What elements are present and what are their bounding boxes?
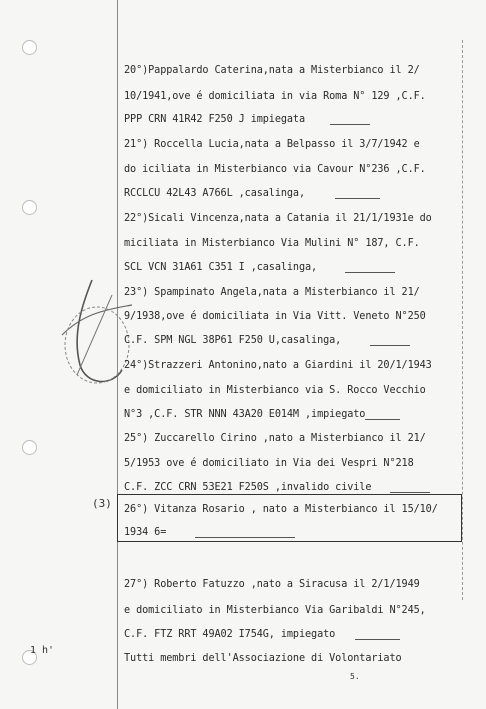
text-line-11: 9/1938,ove é domiciliata in Via Vitt. Veneto N°250	[124, 311, 426, 322]
filler-dash	[335, 198, 380, 199]
text-line-6: RCCLCU 42L43 A766L ,casalinga,	[124, 188, 306, 199]
text-line-2: 10/1941,ove é domiciliata in via Roma N° 129 ,C.F.	[124, 91, 426, 102]
filler-dash	[330, 124, 370, 125]
text-line-16: 25°) Zuccarello Cirino ,nato a Misterbianco il 21/	[124, 433, 426, 444]
filler-dash	[345, 272, 395, 273]
footer-mark: 5.	[350, 672, 360, 681]
filler-dash	[390, 492, 430, 493]
text-line-5: do iciliata in Misterbianco via Cavour N°236 ,C.F.	[124, 164, 426, 175]
right-margin-rule	[462, 40, 463, 600]
text-line-13: 24°)Strazzeri Antonino,nato a Giardini il 20/1/1943	[124, 360, 432, 371]
filler-dash	[195, 537, 295, 538]
text-line-3: PPP CRN 41R42 F250 J impiegata	[124, 114, 306, 125]
text-line-10: 23°) Spampinato Angela,nata a Misterbianco il 21/	[124, 287, 420, 298]
punch-hole	[22, 440, 37, 455]
punch-hole	[22, 40, 37, 55]
filler-dash	[365, 419, 400, 420]
text-line-12: C.F. SPM NGL 38P61 F250 U,casalinga,	[124, 335, 342, 346]
punch-hole	[22, 200, 37, 215]
text-line-14: e domiciliato in Misterbianco via S. Rocco Vecchio	[124, 385, 426, 396]
text-line-17: 5/1953 ove é domiciliato in Via dei Vespri N°218	[124, 458, 414, 469]
text-line-1: 20°)Pappalardo Caterina,nata a Misterbianco il 2/	[124, 65, 420, 76]
margin-note-bottom: 1 h'	[30, 645, 55, 656]
text-line-7: 22°)Sicali Vincenza,nata a Catania il 21/1/1931e do	[124, 213, 432, 224]
text-line-8: miciliata in Misterbianco Via Mulini N° 187, C.F.	[124, 238, 420, 249]
filler-dash	[355, 639, 400, 640]
text-line-23: C.F. FTZ RRT 49A02 I754G, impiegato	[124, 629, 336, 640]
text-line-9: SCL VCN 31A61 C351 I ,casalinga,	[124, 262, 318, 273]
text-line-24: Tutti membri dell'Associazione di Volontariato	[124, 653, 402, 664]
text-line-22: e domiciliato in Misterbianco Via Garibaldi N°245,	[124, 605, 426, 616]
text-line-19: 26°) Vitanza Rosario , nato a Misterbianco il 15/10/	[124, 504, 438, 515]
text-line-4: 21°) Roccella Lucia,nata a Belpasso il 3/7/1942 e	[124, 139, 420, 150]
text-line-21: 27°) Roberto Fatuzzo ,nato a Siracusa il 2/1/1949	[124, 579, 420, 590]
text-line-20: 1934 6=	[124, 527, 167, 538]
filler-dash	[370, 345, 410, 346]
text-line-18: C.F. ZCC CRN 53E21 F250S ,invalido civile	[124, 482, 372, 493]
margin-note-box-label: (3)	[92, 497, 112, 510]
text-line-15: N°3 ,C.F. STR NNN 43A20 E014M ,impiegato	[124, 409, 366, 420]
